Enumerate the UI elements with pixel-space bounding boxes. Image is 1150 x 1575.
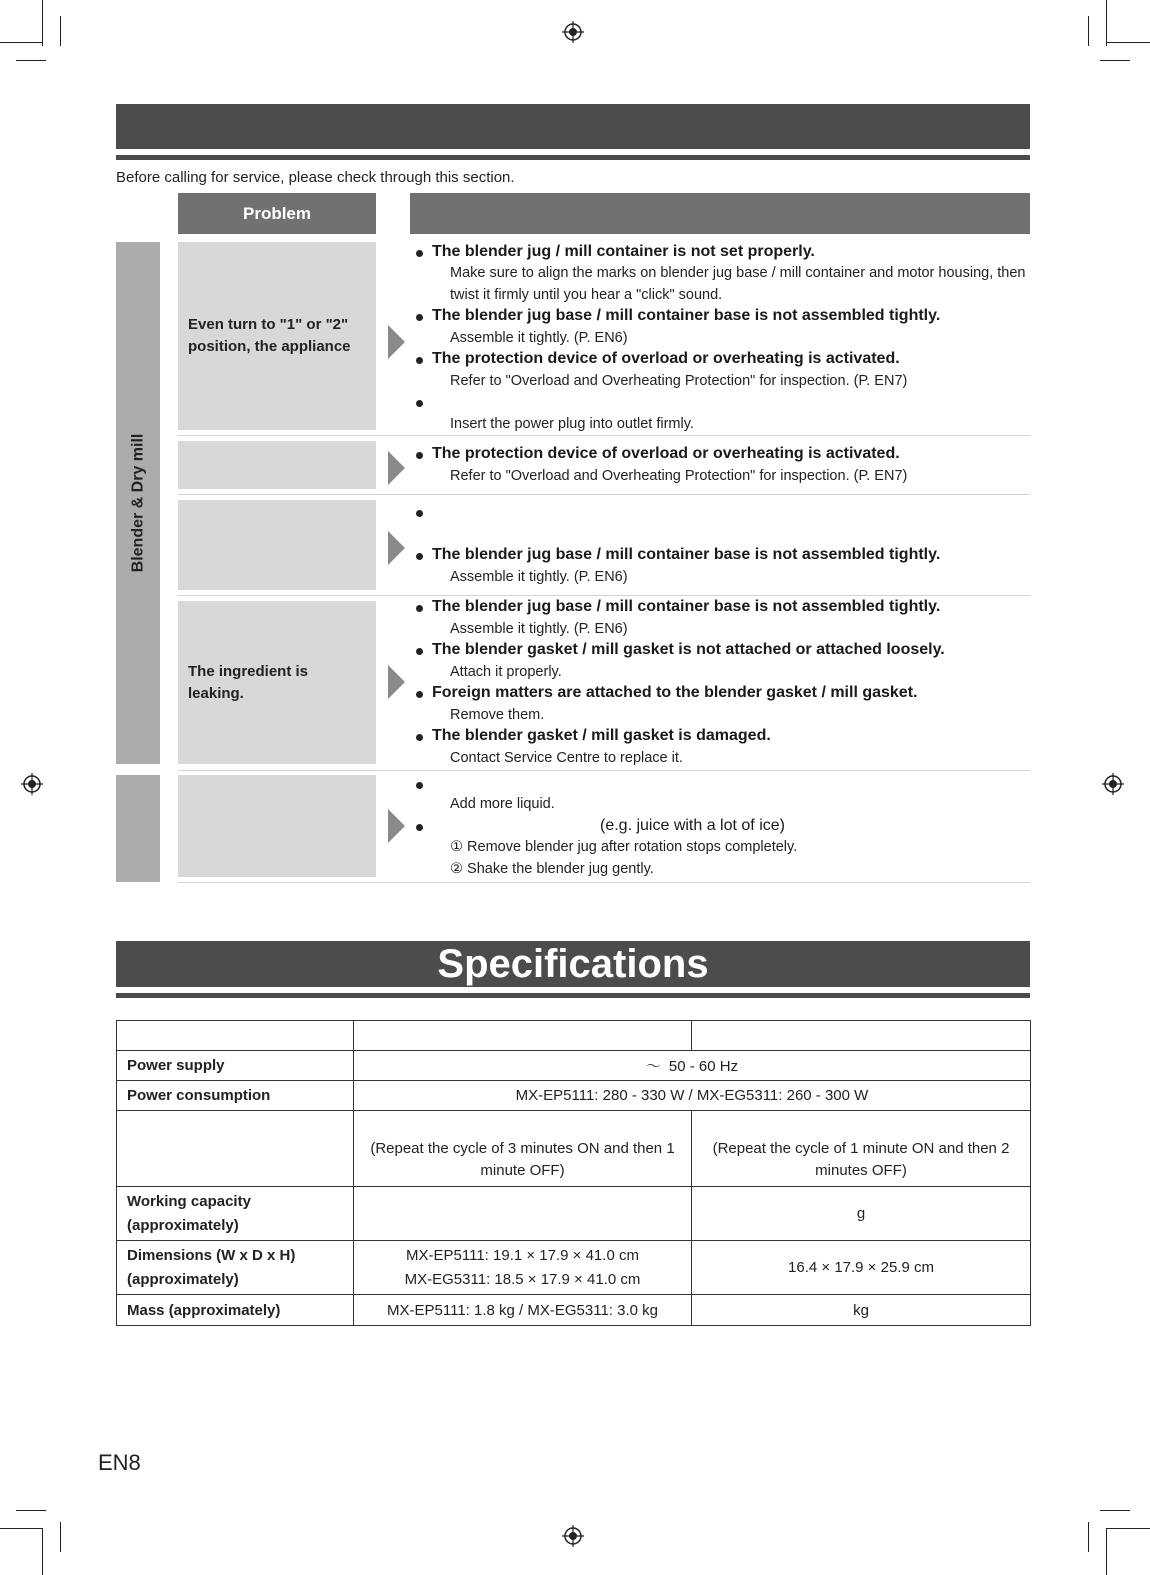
row-divider: [178, 435, 1030, 436]
crop-mark: [1106, 1528, 1107, 1575]
bullet-icon: [416, 605, 423, 612]
intro-text: Before calling for service, please check through this section.: [116, 169, 515, 186]
remedy-text: Assemble it tightly. (P. EN6): [450, 621, 628, 637]
table-cell: [692, 1021, 1031, 1051]
remedy-text: ① Remove blender jug after rotation stops completely.: [450, 839, 798, 855]
working-capacity-label: Working capacity (approximately): [117, 1187, 354, 1241]
remedy-text: Attach it properly.: [450, 664, 562, 680]
problem-cell: Even turn to "1" or "2" position, the appliance: [178, 242, 376, 430]
table-row: [117, 1021, 1031, 1051]
bullet-icon: [416, 510, 423, 517]
rating-blender: (Repeat the cycle of 3 minutes ON and then 1 minute OFF): [354, 1111, 692, 1187]
row-divider: [178, 770, 1030, 771]
arrow-icon: [388, 531, 405, 565]
remedy-text: Assemble it tightly. (P. EN6): [450, 569, 628, 585]
working-capacity-mill: g: [692, 1187, 1031, 1241]
page-number: EN8: [98, 1450, 141, 1475]
bullet-icon: [416, 250, 423, 257]
remedy-text: twist it firmly until you hear a "click" sound.: [450, 287, 723, 303]
arrow-icon: [388, 809, 405, 843]
working-capacity-blender: [354, 1187, 692, 1241]
power-consumption-label: Power consumption: [117, 1081, 354, 1111]
power-consumption-value: MX-EP5111: 280 - 330 W / MX-EG5311: 260 - 300 W: [354, 1081, 1031, 1111]
specifications-table: [116, 1020, 1031, 1326]
crop-mark: [42, 0, 43, 46]
registration-mark-icon: [562, 21, 584, 43]
crop-mark: [1100, 1510, 1130, 1511]
crop-mark: [1106, 0, 1107, 46]
problem-cell: [178, 775, 376, 877]
ac-symbol-icon: 〜: [645, 1058, 661, 1075]
crop-mark: [0, 42, 42, 43]
remedy-text: Add more liquid.: [450, 796, 555, 812]
bullet-icon: [416, 782, 423, 789]
cause-text: The blender jug base / mill container base is not assembled tightly.: [432, 598, 941, 615]
bullet-icon: [416, 357, 423, 364]
remedy-text: Make sure to align the marks on blender jug base / mill container and motor housing, then: [450, 265, 1026, 281]
mass-label: Mass (approximately): [117, 1295, 354, 1326]
crop-mark: [1100, 60, 1130, 61]
problem-cell: [178, 441, 376, 489]
crop-mark: [42, 1528, 43, 1575]
remedy-text: Contact Service Centre to replace it.: [450, 750, 683, 766]
remedy-text: Refer to "Overload and Overheating Protection" for inspection. (P. EN7): [450, 468, 908, 484]
arrow-icon: [388, 451, 405, 485]
section-header-rule: [116, 155, 1030, 160]
dimensions-blender: MX-EP5111: 19.1 × 17.9 × 41.0 cm MX-EG5311: 18.5 × 17.9 × 41.0 cm: [354, 1241, 692, 1295]
dimensions-mill: 16.4 × 17.9 × 25.9 cm: [692, 1241, 1031, 1295]
mass-blender: MX-EP5111: 1.8 kg / MX-EG5311: 3.0 kg: [354, 1295, 692, 1326]
bullet-icon: [416, 648, 423, 655]
bullet-icon: [416, 734, 423, 741]
crop-mark: [1088, 1522, 1089, 1552]
problem-column-header: Problem: [178, 193, 376, 234]
crop-mark: [1106, 1528, 1150, 1529]
table-row: [117, 1081, 1031, 1111]
specifications-header-rule: [116, 993, 1030, 998]
arrow-icon: [388, 325, 405, 359]
table-row: [117, 1187, 1031, 1241]
category-label: Blender & Dry mill: [129, 433, 147, 573]
remedy-text: Remove them.: [450, 707, 545, 723]
registration-mark-icon: [1102, 773, 1124, 795]
table-row: [117, 1051, 1031, 1081]
crop-mark: [1106, 42, 1150, 43]
problem-cell: [178, 500, 376, 590]
table-row: [117, 1111, 1031, 1187]
table-cell: [117, 1111, 354, 1187]
crop-mark: [16, 60, 46, 61]
bullet-icon: [416, 314, 423, 321]
cause-text: The protection device of overload or overheating is activated.: [432, 350, 900, 367]
arrow-icon: [388, 665, 405, 699]
cause-text: (e.g. juice with a lot of ice): [600, 817, 785, 834]
crop-mark: [16, 1510, 46, 1511]
row-divider: [178, 595, 1030, 596]
crop-mark: [1088, 16, 1089, 46]
bullet-icon: [416, 452, 423, 459]
table-cell: [354, 1021, 692, 1051]
cause-text: The blender jug / mill container is not set properly.: [432, 243, 815, 260]
power-supply-value: 〜 50 - 60 Hz: [354, 1051, 1031, 1081]
rating-mill: (Repeat the cycle of 1 minute ON and then 2 minutes OFF): [692, 1111, 1031, 1187]
bullet-icon: [416, 691, 423, 698]
bullet-icon: [416, 824, 423, 831]
registration-mark-icon: [562, 1525, 584, 1547]
specifications-title: Specifications: [437, 941, 709, 986]
table-row: [117, 1241, 1031, 1295]
cause-text: The blender gasket / mill gasket is not attached or attached loosely.: [432, 641, 945, 658]
row-divider: [178, 882, 1030, 883]
remedy-text: Refer to "Overload and Overheating Protection" for inspection. (P. EN7): [450, 373, 908, 389]
section-header-bar: [116, 104, 1030, 149]
crop-mark: [0, 1528, 42, 1529]
bullet-icon: [416, 553, 423, 560]
table-cell: [117, 1021, 354, 1051]
power-supply-label: Power supply: [117, 1051, 354, 1081]
cause-text: The blender gasket / mill gasket is damaged.: [432, 727, 771, 744]
crop-mark: [60, 1522, 61, 1552]
cause-text: Foreign matters are attached to the blender gasket / mill gasket.: [432, 684, 918, 701]
remedy-text: Insert the power plug into outlet firmly.: [450, 416, 694, 432]
cause-text: The protection device of overload or overheating is activated.: [432, 445, 900, 462]
row-divider: [178, 494, 1030, 495]
bullet-icon: [416, 400, 423, 407]
table-row: [117, 1295, 1031, 1326]
cause-column-header: [410, 193, 1030, 234]
registration-mark-icon: [21, 773, 43, 795]
crop-mark: [60, 16, 61, 46]
remedy-text: Assemble it tightly. (P. EN6): [450, 330, 628, 346]
problem-cell: The ingredient is leaking.: [178, 601, 376, 764]
remedy-text: ② Shake the blender jug gently.: [450, 861, 654, 877]
dimensions-label: Dimensions (W x D x H) (approximately): [117, 1241, 354, 1295]
cause-text: The blender jug base / mill container base is not assembled tightly.: [432, 307, 941, 324]
cause-text: The blender jug base / mill container base is not assembled tightly.: [432, 546, 941, 563]
category-bar: [116, 775, 160, 882]
mass-mill: kg: [692, 1295, 1031, 1326]
